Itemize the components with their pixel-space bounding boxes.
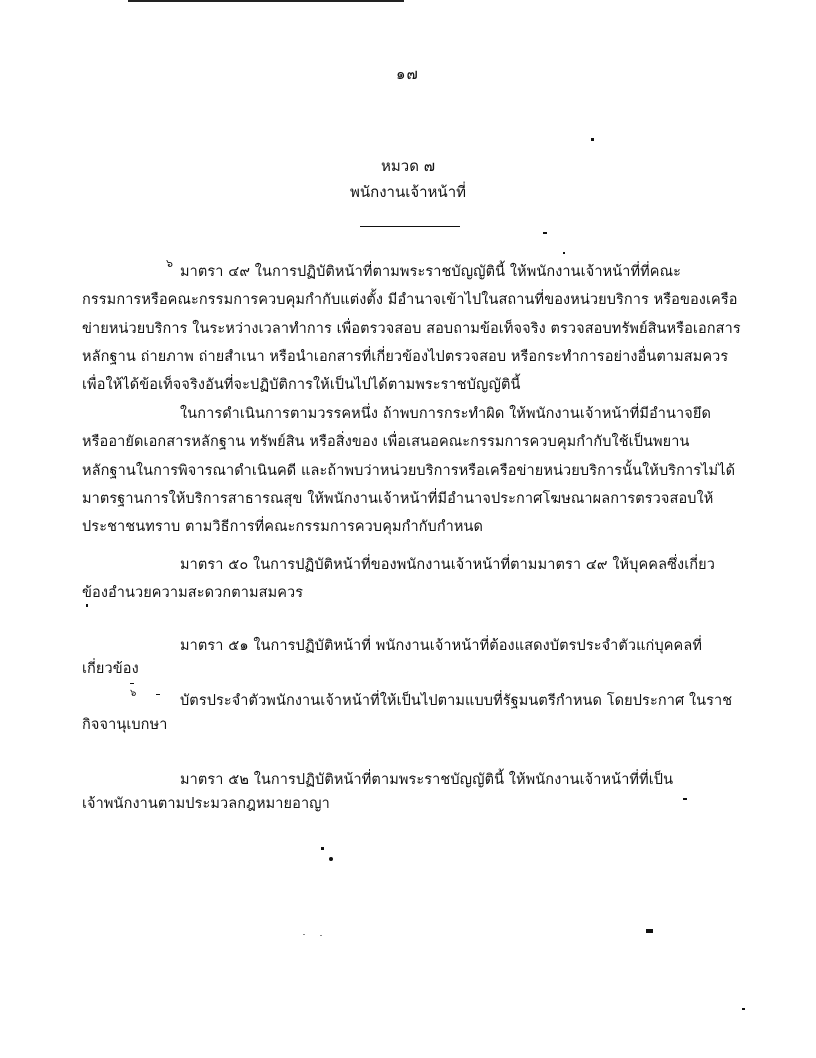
scan-speck (563, 252, 565, 254)
margin-mark: ๖ (130, 688, 137, 699)
margin-mark: ๖ (166, 257, 174, 270)
scan-speck (320, 935, 322, 936)
section-50-line-1: มาตรา ๕๐ ในการปฏิบัติหน้าที่ของพนักงานเจ้าหน้าที่ตามมาตรา ๔๙ ให้บุคคลซึ่งเกี่ยว (180, 557, 715, 573)
section-49-line-1: มาตรา ๔๙ ในการปฏิบัติหน้าที่ตามพระราชบัญญัตินี้ ให้พนักงานเจ้าหน้าที่ที่คณะ (180, 264, 682, 280)
chapter-number: หมวด ๗ (381, 157, 435, 175)
section-52-line-1: มาตรา ๕๒ ในการปฏิบัติหน้าที่ตามพระราชบัญญัตินี้ ให้พนักงานเจ้าหน้าที่ที่เป็น (180, 772, 674, 788)
chapter-title: พนักงานเจ้าหน้าที่ (349, 183, 466, 201)
section-49-line-2: กรรมการหรือคณะกรรมการควบคุมกำกับแต่งตั้ง มีอำนาจเข้าไปในสถานที่ของหน่วยบริการ หรือของเครือ (82, 292, 738, 308)
scan-speck (130, 683, 134, 684)
scan-speck (742, 1008, 745, 1010)
section-49-para2-line-5: ประชาชนทราบ ตามวิธีการที่คณะกรรมการควบคุมกำกับกำหนด (82, 519, 484, 535)
scan-edge-line (128, 0, 404, 2)
scan-speck (329, 857, 333, 861)
section-49-line-3: ข่ายหน่วยบริการ ในระหว่างเวลาทำการ เพื่อตรวจสอบ สอบถามข้อเท็จจริง ตรวจสอบทรัพย์สินหรือเอกสาร (82, 321, 741, 337)
section-49-para2-line-2: หรืออายัดเอกสารหลักฐาน ทรัพย์สิน หรือสิ่งของ เพื่อเสนอคณะกรรมการควบคุมกำกับใช้เป็นพยาน (82, 434, 690, 450)
section-52-line-2: เจ้าพนักงานตามประมวลกฎหมายอาญา (82, 796, 330, 812)
page-number: ๑๗ (396, 65, 419, 83)
section-49-line-5: เพื่อให้ได้ข้อเท็จจริงอันที่จะปฏิบัติการให้เป็นไปได้ตามพระราชบัญญัตินี้ (82, 377, 521, 393)
scan-speck (86, 604, 88, 607)
section-49-para2-line-4: มาตรฐานการให้บริการสาธารณสุข ให้พนักงานเจ้าหน้าที่มีอำนาจประกาศโฆษณาผลการตรวจสอบให้ (82, 491, 714, 507)
section-51-line-2: เกี่ยวข้อง (82, 661, 139, 677)
section-51-line-1: มาตรา ๕๑ ในการปฏิบัติหน้าที่ พนักงานเจ้าหน้าที่ต้องแสดงบัตรประจำตัวแก่บุคคลที่ (180, 638, 702, 654)
scan-speck (591, 138, 594, 141)
section-51-para2-line-1: บัตรประจำตัวพนักงานเจ้าหน้าที่ให้เป็นไปตามแบบที่รัฐมนตรีกำหนด โดยประกาศ ในราช (180, 693, 733, 709)
section-51-para2-line-2: กิจจานุเบกษา (82, 717, 168, 733)
title-underline (360, 226, 460, 227)
section-49-para2-line-3: หลักฐานในการพิจารณาดำเนินคดี และถ้าพบว่าหน่วยบริการหรือเครือข่ายหน่วยบริการนั้นให้บริการไม่ได้ (82, 463, 736, 479)
section-50-line-2: ข้องอำนวยความสะดวกตามสมควร (82, 585, 304, 601)
section-49-line-4: หลักฐาน ถ่ายภาพ ถ่ายสำเนา หรือนำเอกสารที่เกี่ยวข้องไปตรวจสอบ หรือกระทำการอย่างอื่นตามสมควร (82, 349, 729, 365)
section-49-para2-line-1: ในการดำเนินการตามวรรคหนึ่ง ถ้าพบการกระทำผิด ให้พนักงานเจ้าหน้าที่มีอำนาจยึด (180, 406, 711, 422)
scan-speck (156, 694, 160, 695)
scan-speck (543, 232, 547, 234)
scan-speck (321, 847, 324, 850)
scan-speck (683, 798, 687, 800)
scan-speck (646, 929, 653, 933)
scan-speck (303, 934, 305, 935)
